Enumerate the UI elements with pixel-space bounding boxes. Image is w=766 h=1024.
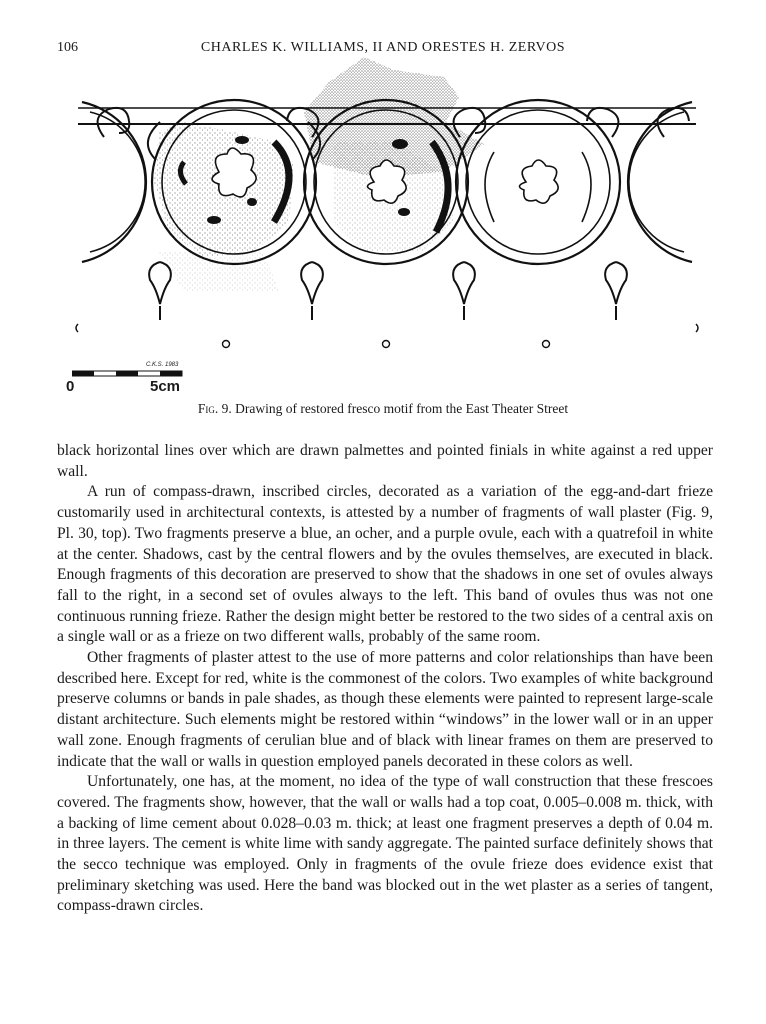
scale-zero-label: 0 bbox=[66, 378, 75, 395]
artist-initials: C.K.S. 1983 bbox=[146, 362, 179, 368]
figure-caption-text: Drawing of restored fresco motif from the East Theater Street bbox=[231, 401, 569, 416]
figure-caption bbox=[0, 401, 766, 417]
page-number: 106 bbox=[57, 40, 78, 55]
scale-bar-graphic bbox=[72, 369, 202, 383]
running-head: CHARLES K. WILLIAMS, II AND ORESTES H. ZERVOS bbox=[200, 40, 566, 55]
scale-bar bbox=[60, 360, 220, 400]
paragraph: Other fragments of plaster attest to the use of more patterns and color relationships than have been described here. Except for red, white is the commonest of the colors. Two examples of white background preserve columns or bands in pale shades, as though these elements were painted to represent large-scale distant architecture. Such elements might be restored within “windows” in the lower wall or in an upper wall zone. Enough fragments of cerulian blue and of black with linear frames on them are preserved to indicate that the wall or walls in question employed panels decorated in these colors as well. bbox=[57, 649, 713, 770]
body-text bbox=[57, 441, 713, 917]
figure-label: Fig. 9. bbox=[197, 401, 232, 416]
paragraph: A run of compass-drawn, inscribed circles, decorated as a variation of the egg-and-dart frieze customarily used in architectural contexts, is attested by a number of fragments of wall plaster (Fig. 9, Pl. 30, top). Two fragments preserve a blue, an ocher, and a purple ovule, each with a quatrefoil in white at the center. Shadows, cast by the central flowers and by the ovules themselves, are executed in black. Enough fragments of this decoration are preserved to show that the shadows in one set of ovules always fall to the right, in a second set of ovules always to the left. This band of ovules thus was not one continuous running frieze. Rather the design might better be restored to the two sides of a central axis on a single wall or as a frieze on two different walls, probably of the same room. bbox=[57, 483, 713, 646]
fresco-drawing bbox=[64, 52, 710, 402]
paragraph: Unfortunately, one has, at the moment, no idea of the type of wall construction that these frescoes covered. The fragments show, however, that the wall or walls had a top coat, 0.005–0.008 m. thick, with a backing of lime cement about 0.028–0.03 m. thick; at least one fragment preserves a depth of 0.04 m. in three layers. The cement is white lime with sandy aggregate. The painted surface definitely shows that the secco technique was employed. Only in fragments of the ovule frieze does evidence exist that preliminary sketching was used. Here the band was blocked out in the wet plaster as a series of tangent, compass-drawn circles. bbox=[57, 773, 713, 915]
paragraph: black horizontal lines over which are drawn palmettes and pointed finials in white against a red upper wall. bbox=[57, 442, 713, 480]
finial-ornaments bbox=[76, 262, 698, 348]
scale-five-label: 5cm bbox=[150, 378, 181, 395]
fragment-shading bbox=[154, 57, 484, 292]
quatrefoil-3 bbox=[485, 152, 591, 222]
